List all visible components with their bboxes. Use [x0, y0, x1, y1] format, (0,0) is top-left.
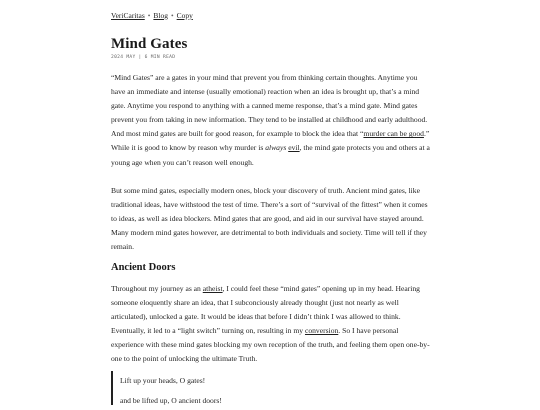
quote-line: and be lifted up, O ancient doors!: [113, 391, 433, 410]
blockquote: [111, 371, 433, 405]
meta-separator: |: [139, 55, 142, 60]
murder-can-be-good-link[interactable]: murder can be good: [363, 129, 424, 138]
second-paragraph: But some mind gates, especially modern ones, block your discovery of truth. Ancient mind gates, like traditional ideas, have withstood the test of time. There’s a sort of “survival of the fittest” when it comes to ideas, as well as idea blockers. Mind gates that are good, and aid in our survival have stayed around. Many modern mind gates however, are detrimental to both individuals and society. Time will tell if they remain.: [111, 184, 431, 254]
text-run: , the mind gate protects you and others at a young age when you can’t reason well enough.: [111, 143, 430, 166]
quote-line: Lift up your heads, O gates!: [113, 371, 433, 391]
publish-date: 2024 MAY: [111, 55, 136, 60]
breadcrumb-separator: •: [148, 11, 151, 20]
atheist-link[interactable]: atheist: [203, 284, 223, 293]
copy-link[interactable]: Copy: [177, 11, 193, 20]
text-run: Throughout my journey as an: [111, 284, 203, 293]
section-heading: Ancient Doors: [111, 262, 431, 273]
breadcrumb: [111, 11, 431, 20]
text-run: , I could feel these “mind gates” opening up in my head. Hearing someone eloquently share an idea, that I subconciously already thought (just not nearly as well articulated), unlocked a gate. It would be ideas that before I didn’t think I was allowed to think. Eventually, it led to a “light switch” turning on, resulting in my: [111, 284, 420, 335]
intro-paragraph: [111, 71, 431, 170]
text-run: .” While it is good to know by reason why murder is: [111, 129, 429, 152]
page-title: Mind Gates: [111, 36, 431, 53]
text-run: . So I have personal experience with these mind gates blocking my own reception of the truth, and feeling them open one-by-one to the point of unlocking the ultimate Truth.: [111, 326, 430, 363]
emphasis-text: always: [265, 143, 286, 152]
site-home-link[interactable]: VeriCaritas: [111, 11, 145, 20]
evil-link[interactable]: evil: [288, 143, 299, 152]
conversion-link[interactable]: conversion: [305, 326, 338, 335]
breadcrumb-separator: •: [171, 11, 174, 20]
article-meta: [111, 55, 431, 60]
blog-link[interactable]: Blog: [153, 11, 168, 20]
text-run: “Mind Gates” are a gates in your mind that prevent you from thinking certain thoughts. Anytime you have an immediate and intense (usually emotional) reaction when an idea is brought up, that’s a mind gate. Anytime you respond to anything with a canned meme response, that’s a mind gate. Mind gates prevent you from taking in new information. They tend to be installed at childhood and early adulthood. And most mind gates are built for good reason, for example to block the idea that “: [111, 73, 427, 138]
third-paragraph: [111, 282, 431, 367]
read-time: 6 MIN READ: [145, 55, 176, 60]
